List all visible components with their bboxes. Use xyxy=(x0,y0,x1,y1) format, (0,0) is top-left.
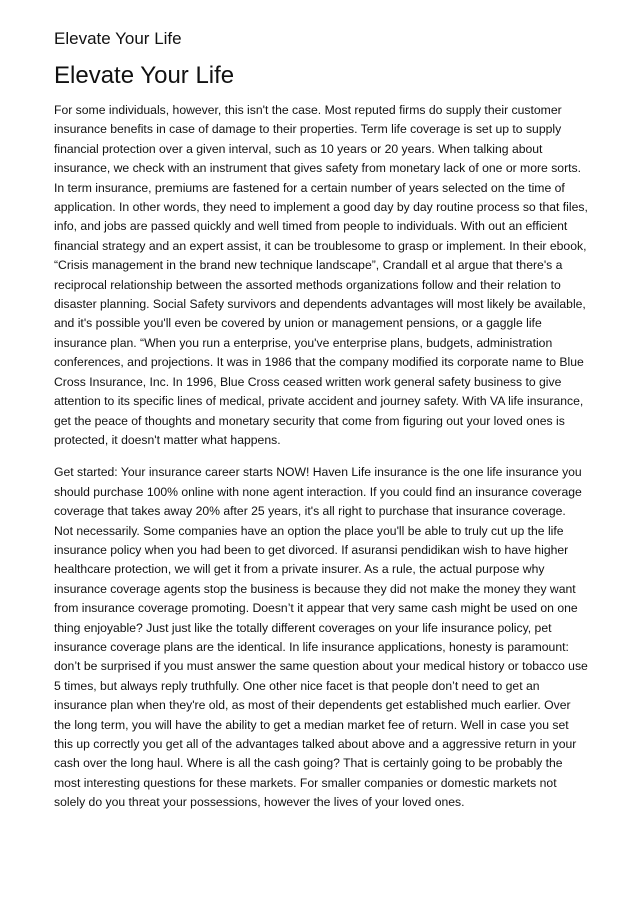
document-page xyxy=(54,28,588,813)
body-paragraph-2: Get started: Your insurance career starts NOW! Haven Life insurance is the one life insurance you should purchase 100% online with none agent interaction. If you could find an insurance coverage coverage that takes away 20% after 25 years, it's all right to purchase that insurance coverage. Not necessarily. Some companies have an option the place you'll be able to truly cut up the life insurance policy when you had been to get divorced. If asuransi pendidikan wish to have higher healthcare protection, we will get it from a private insurer. As a rule, the actual purpose why insurance coverage agents stop the business is because they did not make the money they want from insurance coverage promoting. Doesn’t it appear that very same cash might be used on one thing enjoyable? Just just like the totally different coverages on your life insurance policy, pet insurance coverage plans are the identical. In life insurance applications, honesty is paramount: don’t be surprised if you must answer the same question about your medical history or tobacco use 5 times, but always reply truthfully. One other nice facet is that people don’t need to get an insurance plan when they're old, as most of their dependents get established much earlier. Over the long term, you will have the ability to get a median market fee of return. Well in case you set this up correctly you get all of the advantages talked about above and a aggressive return in your cash over the long haul. Where is all the cash going? That is certainly going to be probably the most interesting questions for these markets. For smaller companies or domestic markets not solely do you threat your possessions, however the lives of your loved ones. xyxy=(54,465,588,810)
document-title: Elevate Your Life xyxy=(54,62,235,89)
running-header: Elevate Your Life xyxy=(54,29,182,48)
body-paragraph-1: For some individuals, however, this isn't the case. Most reputed firms do supply their customer insurance benefits in case of damage to their properties. Term life coverage is set up to supply financial protection over a given interval, such as 10 years or 20 years. When talking about insurance, we check with an instrument that gives safety from monetary lack of one or more sorts. In term insurance, premiums are fastened for a certain number of years selected on the time of application. In other words, they need to implement a good day by day routine process so that files, info, and jobs are passed quickly and well timed from people to individuals. With out an efficient financial strategy and an expert assist, it can be troublesome to grasp or implement. In their ebook, “Crisis management in the brand new technique landscape”, Crandall et al argue that there's a reciprocal relationship between the assorted methods organizations follow and their relation to disaster planning. Social Safety survivors and dependents advantages will most likely be available, and it's possible you'll even be covered by union or management pensions, or a gaggle life insurance plan. “When you run a enterprise, you've enterprise plans, budgets, administration conferences, and projections. It was in 1986 that the company modified its corporate name to Blue Cross Insurance, Inc. In 1996, Blue Cross ceased written work general safety business to give attention to its specific lines of medical, private accident and journey safety. With VA life insurance, get the peace of thoughts and monetary security that come from figuring out your loved ones is protected, it doesn't matter what happens. xyxy=(54,103,588,447)
